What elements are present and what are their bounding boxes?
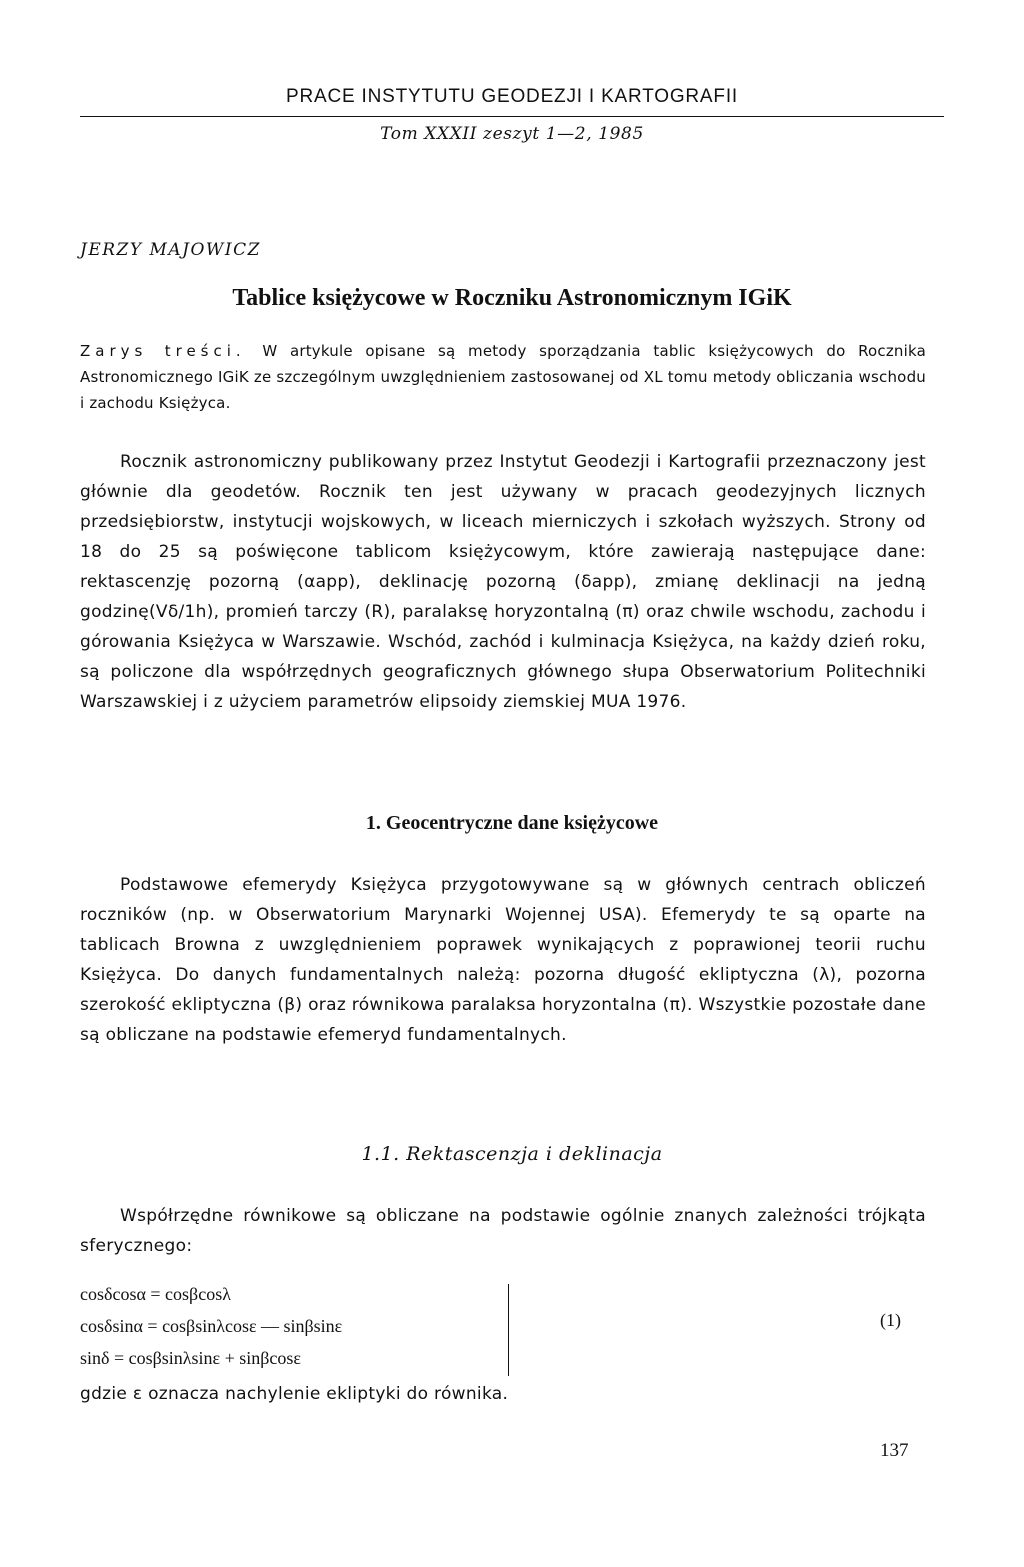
abstract-text: W artykule opisane są metody sporządzania tablic księżycowych do Rocznika Astronomicznego IGiK ze szczególnym uwzględnieniem zastosowanej od XL tomu metody obliczania wschodu i zachodu Księżyca. <box>80 342 926 412</box>
abstract-lead: Zarys treści. <box>80 342 246 360</box>
equation-row: cosδsinα = cosβsinλcosε — sinβsinε <box>80 1316 343 1336</box>
volume-info: Tom XXXII zeszyt 1—2, 1985 <box>380 124 644 144</box>
article-title: Tablice księżycowe w Roczniku Astronomicznym IGiK <box>232 285 792 311</box>
section-paragraph: Podstawowe efemerydy Księżyca przygotowywane są w głównych centrach obliczeń roczników (np. w Obserwatorium Marynarki Wojennej USA). Efemerydy te są oparte na tablicach Browna z uwzględnieniem poprawek wynikających z poprawionej teorii ruchu Księżyca. Do danych fundamentalnych należą: pozorna długość ekliptyczna (λ), pozorna szerokość ekliptyczna (β) oraz równikowa paralaksa horyzontalna (π). Wszystkie pozostałe dane są obliczane na podstawie efemeryd fundamentalnych. <box>80 875 926 1045</box>
subsection-paragraph: Współrzędne równikowe są obliczane na podstawie ogólnie znanych zależności trójkąta sferycznego: <box>80 1206 926 1256</box>
journal-name: PRACE INSTYTUTU GEODEZJI I KARTOGRAFII <box>286 86 738 107</box>
page-number: 137 <box>880 1440 909 1461</box>
equation-brace <box>508 1284 509 1376</box>
equation-row: cosδcosα = cosβcosλ <box>80 1284 231 1304</box>
subsection-heading: 1.1. Rektascenzja i deklinacja <box>361 1143 663 1165</box>
header-rule <box>80 116 944 117</box>
intro-paragraph: Rocznik astronomiczny publikowany przez Instytut Geodezji i Kartografii przeznaczony jest głównie dla geodetów. Rocznik ten jest używany w pracach geodezyjnych licznych przedsiębiorstw, instytucji wojskowych, w liceach mierniczych i szkołach wyższych. Strony od 18 do 25 są poświęcone tablicom księżycowym, które zawierają następujące dane: rektascenzję pozorną (αapp), deklinację pozorną (δapp), zmianę deklinacji na jedną godzinę(Vδ/1h), promień tarczy (R), paralaksę horyzontalną (π) oraz chwile wschodu, zachodu i górowania Księżyca w Warszawie. Wschód, zachód i kulminacja Księżyca, na każdy dzień roku, są policzone dla współrzędnych geograficznych głównego słupa Obserwatorium Politechniki Warszawskiej i z użyciem parametrów elipsoidy ziemskiej MUA 1976. <box>80 452 926 712</box>
equation-number: (1) <box>880 1310 901 1330</box>
equation-system <box>80 1278 510 1374</box>
section-heading: 1. Geocentryczne dane księżycowe <box>365 812 659 834</box>
where-clause: gdzie ε oznacza nachylenie ekliptyki do równika. <box>80 1384 509 1404</box>
equation-row: sinδ = cosβsinλsinε + sinβcosε <box>80 1348 301 1368</box>
abstract <box>80 338 926 416</box>
author-name: JERZY MAJOWICZ <box>80 240 261 260</box>
